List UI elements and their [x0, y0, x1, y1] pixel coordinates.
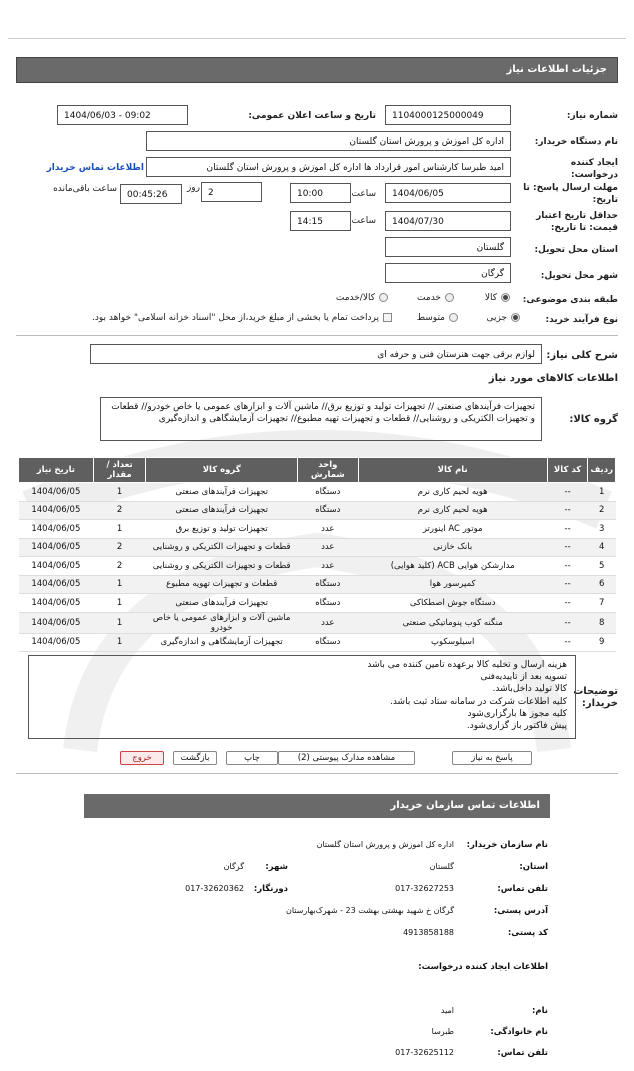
contact-fax-value: 017-32620362: [185, 884, 244, 893]
contact-postal-label: کد پستی:: [507, 928, 548, 938]
print-button[interactable]: چاپ: [226, 751, 278, 765]
table-cell: 1: [93, 575, 146, 594]
table-cell: تجهیزات آزمایشگاهی و اندازه‌گیری: [146, 633, 298, 652]
table-row: [19, 520, 616, 539]
table-cell: 1: [93, 520, 146, 539]
table-cell: 2: [93, 501, 146, 520]
table-cell: --: [547, 612, 588, 633]
table-cell: تجهیزات فرآیندهای صنعتی: [146, 483, 298, 502]
creator-name-label: نام:: [531, 1006, 548, 1016]
buyer-note-line: کالا تولید داخل‌باشد.: [492, 684, 567, 695]
creator-label-line1: ایجاد کننده: [570, 158, 618, 168]
contact-address-value: گرگان خ شهید بهشتی بهشت 23 - شهرک‌بهارستان: [285, 906, 454, 915]
table-cell: دستگاه: [297, 575, 358, 594]
table-cell: 1404/06/05: [19, 520, 94, 539]
table-header-row: [19, 458, 616, 483]
buyer-org-label: نام دستگاه خریدار:: [534, 137, 618, 147]
radio-icon[interactable]: [379, 293, 388, 302]
col-header-qty: تعداد / مقدار: [93, 458, 146, 483]
table-cell: عدد: [297, 538, 358, 557]
table-cell: --: [547, 594, 588, 613]
table-cell: --: [547, 501, 588, 520]
contact-province-value: گلستان: [429, 862, 454, 871]
page-header: جزئیات اطلاعات نیاز: [16, 57, 618, 83]
table-cell: --: [547, 538, 588, 557]
table-cell: 1: [588, 483, 616, 502]
goods-info-heading: اطلاعات کالاهای مورد نیاز: [488, 373, 618, 384]
validity-date-field: 1404/07/30: [385, 211, 511, 231]
contact-city-label: شهر:: [265, 862, 288, 872]
table-cell: دستگاه جوش اصطکاکی: [358, 594, 547, 613]
buyer-note-line: کلیه اطلاعات شرکت در سامانه ستاد ثبت باشد.: [389, 696, 567, 707]
table-cell: 2: [93, 557, 146, 576]
table-cell: 3: [588, 520, 616, 539]
deadline-time-field: 10:00: [290, 183, 351, 203]
summary-label: شرح کلی نیاز:: [546, 350, 618, 361]
table-cell: 2: [93, 538, 146, 557]
creator-label-line2: درخواست:: [571, 170, 618, 180]
section-divider: [16, 335, 618, 336]
table-cell: 1404/06/05: [19, 633, 94, 652]
table-row: [19, 612, 616, 633]
category-option-service[interactable]: خدمت: [417, 293, 454, 303]
table-cell: کمپرسور هوا: [358, 575, 547, 594]
table-cell: تجهیزات تولید و توزیع برق: [146, 520, 298, 539]
deadline-label-line2: تاریخ:: [592, 195, 618, 205]
contact-address-label: آدرس پستی:: [493, 906, 548, 916]
goods-table: [18, 457, 616, 652]
city-label: شهر محل تحویل:: [540, 271, 618, 281]
table-cell: عدد: [297, 612, 358, 633]
table-cell: 1404/06/05: [19, 575, 94, 594]
table-cell: 1404/06/05: [19, 594, 94, 613]
table-cell: 6: [588, 575, 616, 594]
treasury-payment-checkbox[interactable]: پرداخت تمام یا بخشی از مبلغ خرید،از محل "اسناد خزانه اسلامی" خواهد بود.: [92, 313, 392, 323]
city-field: گرگان: [385, 263, 511, 283]
buyer-note-line: کلیه مجوز ها بارگزاری‌شود: [467, 708, 567, 719]
table-cell: قطعات و تجهیزات تهویه مطبوع: [146, 575, 298, 594]
deadline-date-field: 1404/06/05: [385, 183, 511, 203]
checkbox-icon[interactable]: [383, 313, 392, 322]
contact-org-label: نام سازمان خریدار:: [466, 840, 548, 850]
table-cell: عدد: [297, 557, 358, 576]
table-row: [19, 633, 616, 652]
contact-postal-value: 4913858188: [403, 928, 454, 937]
need-number-field: 1104000125000049: [385, 105, 511, 125]
table-cell: بانک خازنی: [358, 538, 547, 557]
table-row: [19, 575, 616, 594]
creator-field: امید طبرسا کارشناس امور قرارداد ها اداره کل اموزش و پرورش استان گلستان: [146, 157, 511, 177]
table-cell: اسیلوسکوپ: [358, 633, 547, 652]
announce-label: تاریخ و ساعت اعلان عمومی:: [248, 111, 376, 121]
creator-phone-value: 017-32625112: [395, 1048, 454, 1057]
announce-field: 1404/06/03 - 09:02: [57, 105, 188, 125]
category-option-goods-service[interactable]: کالا/خدمت: [336, 293, 388, 303]
buyer-note-line: پیش فاکتور باز گزاری‌شود.: [466, 721, 567, 732]
table-cell: هویه لحیم کاری نرم: [358, 483, 547, 502]
table-cell: دستگاه: [297, 594, 358, 613]
validity-time-field: 14:15: [290, 211, 351, 231]
goods-group-label: گروه کالا:: [569, 414, 618, 425]
purchase-option-minor[interactable]: جزیی: [486, 313, 520, 323]
table-cell: 4: [588, 538, 616, 557]
table-row: [19, 538, 616, 557]
contact-province-label: استان:: [519, 862, 548, 872]
contact-org-value: اداره کل اموزش و پرورش استان گلستان: [316, 840, 454, 849]
back-button[interactable]: بازگشت: [173, 751, 217, 765]
table-cell: منگنه کوب پنوماتیکی صنعتی: [358, 612, 547, 633]
remaining-label: ساعت باقی‌مانده: [53, 184, 117, 194]
contact-phone-label: تلفن تماس:: [497, 884, 548, 894]
category-label: طبقه بندی موضوعی:: [522, 295, 618, 305]
table-cell: 1: [93, 483, 146, 502]
table-row: [19, 557, 616, 576]
table-cell: --: [547, 483, 588, 502]
remaining-field: 00:45:26: [120, 184, 182, 204]
goods-group-field: تجهیزات فرآیندهای صنعتی // تجهیزات تولید و توزیع برق// ماشین آلات و ابزارهای عمومی یا خاص خودرو// قطعات و تجهیزات الکتریکی و روشنایی// قطعات و تجهیزات تهیه مطبوع// تجهیزات آزمایشگاهی و اندازه‌گیری: [100, 397, 542, 441]
table-cell: مدارشکن هوایی ACB (کلید هوایی): [358, 557, 547, 576]
table-cell: 9: [588, 633, 616, 652]
table-cell: دستگاه: [297, 501, 358, 520]
buyer-org-field: اداره کل اموزش و پرورش استان گلستان: [146, 131, 511, 151]
table-cell: دستگاه: [297, 483, 358, 502]
col-header-name: نام کالا: [358, 458, 547, 483]
top-divider: [8, 38, 626, 39]
reply-button[interactable]: پاسخ به نیاز: [452, 751, 532, 765]
radio-selected-icon[interactable]: [501, 293, 510, 302]
table-row: [19, 594, 616, 613]
notes-label-line1: توضیحات: [573, 686, 618, 697]
contact-phone-value: 017-32627253: [395, 884, 454, 893]
table-cell: --: [547, 520, 588, 539]
creator-family-value: طبرسا: [431, 1027, 454, 1036]
table-cell: --: [547, 633, 588, 652]
table-cell: --: [547, 557, 588, 576]
creator-info-heading: اطلاعات ایجاد کننده درخواست:: [418, 962, 548, 972]
table-cell: هویه لحیم کاری نرم: [358, 501, 547, 520]
days-label: روز: [186, 183, 200, 193]
col-header-unit: واحد شمارش: [297, 458, 358, 483]
radio-icon[interactable]: [445, 293, 454, 302]
days-field: 2: [201, 182, 262, 202]
validity-label-line2: قیمت: تا تاریخ:: [550, 223, 618, 233]
section-divider: [16, 773, 618, 774]
table-cell: 1404/06/05: [19, 483, 94, 502]
col-header-row: ردیف: [588, 458, 616, 483]
creator-name-value: امید: [440, 1006, 454, 1015]
col-header-code: کد کالا: [547, 458, 588, 483]
table-cell: ماشین آلات و ابزارهای عمومی یا خاص خودرو: [146, 612, 298, 633]
contact-header: اطلاعات تماس سازمان خریدار: [84, 794, 550, 818]
table-cell: قطعات و تجهیزات الکتریکی و روشنایی: [146, 557, 298, 576]
creator-phone-label: تلفن تماس:: [497, 1048, 548, 1058]
table-row: [19, 501, 616, 520]
notes-label-line2: خریدار:: [581, 698, 618, 709]
buyer-note-line: هزینه ارسال و تخلیه کالا برعهده تامین کننده می باشد: [367, 660, 567, 670]
purchase-option-medium[interactable]: متوسط: [417, 313, 458, 323]
table-cell: 8: [588, 612, 616, 633]
buyer-notes-box: [28, 655, 576, 739]
table-cell: 5: [588, 557, 616, 576]
contact-fax-label: دورنگار:: [253, 884, 288, 894]
validity-label-line1: حداقل تاریخ اعتبار: [536, 211, 618, 221]
buyer-contact-link[interactable]: اطلاعات تماس خریدار: [46, 163, 144, 173]
validity-time-label: ساعت: [351, 216, 376, 226]
summary-field: لوازم برقی جهت هنرستان فنی و حرفه ای: [90, 344, 542, 364]
province-label: استان محل تحویل:: [534, 245, 618, 255]
table-cell: موتور AC اینورتر: [358, 520, 547, 539]
table-cell: 1404/06/05: [19, 501, 94, 520]
table-cell: 1404/06/05: [19, 538, 94, 557]
table-cell: عدد: [297, 520, 358, 539]
col-header-group: گروه کالا: [146, 458, 298, 483]
table-cell: 1404/06/05: [19, 557, 94, 576]
table-cell: 1: [93, 594, 146, 613]
table-cell: --: [547, 575, 588, 594]
table-cell: 1: [93, 633, 146, 652]
creator-family-label: نام خانوادگی:: [490, 1027, 548, 1037]
col-header-date: تاریخ نیاز: [19, 458, 94, 483]
need-number-label: شماره نیاز:: [566, 111, 618, 121]
table-row: [19, 483, 616, 502]
purchase-type-label: نوع فرآیند خرید:: [545, 315, 618, 325]
deadline-time-label: ساعت: [351, 189, 376, 199]
table-cell: 2: [588, 501, 616, 520]
table-cell: 1: [93, 612, 146, 633]
province-field: گلستان: [385, 237, 511, 257]
radio-icon[interactable]: [449, 313, 458, 322]
deadline-label-line1: مهلت ارسال پاسخ: تا: [523, 183, 618, 193]
table-cell: 1404/06/05: [19, 612, 94, 633]
table-cell: قطعات و تجهیزات الکتریکی و روشنایی: [146, 538, 298, 557]
attachments-button[interactable]: مشاهده مدارک پیوستی (2): [278, 751, 415, 765]
table-cell: 7: [588, 594, 616, 613]
exit-button[interactable]: خروج: [120, 751, 164, 765]
table-cell: تجهیزات فرآیندهای صنعتی: [146, 501, 298, 520]
table-cell: تجهیزات فرآیندهای صنعتی: [146, 594, 298, 613]
contact-city-value: گرگان: [223, 862, 244, 871]
category-option-goods[interactable]: کالا: [485, 293, 510, 303]
table-cell: دستگاه: [297, 633, 358, 652]
buyer-note-line: تسویه بعد از تاییدیه‌فنی: [480, 672, 567, 683]
radio-selected-icon[interactable]: [511, 313, 520, 322]
